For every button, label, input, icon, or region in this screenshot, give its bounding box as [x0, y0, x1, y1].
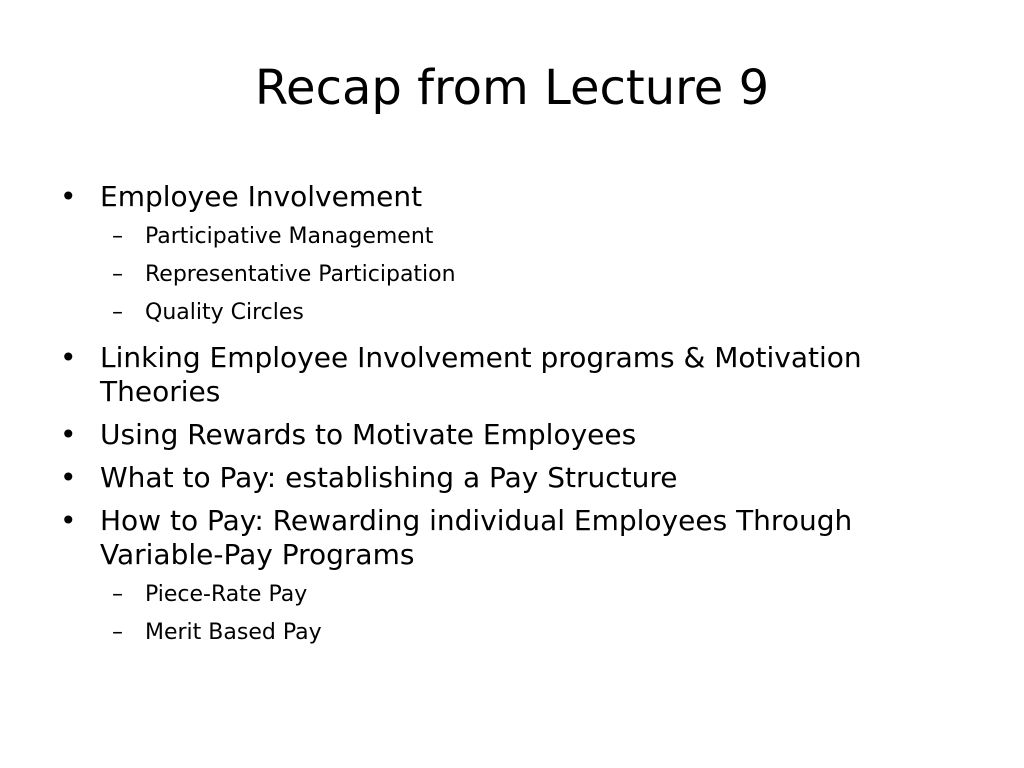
bullet-text: Using Rewards to Motivate Employees — [100, 418, 637, 451]
sub-bullet-marker: – — [112, 224, 123, 249]
sub-bullet-marker: – — [112, 262, 123, 287]
bullet-item — [56, 418, 966, 452]
sub-bullet-list — [100, 218, 966, 332]
sub-bullet-text: Merit Based Pay — [145, 620, 322, 645]
sub-bullet-item — [100, 614, 966, 652]
sub-bullet-text: Quality Circles — [145, 300, 304, 325]
sub-bullet-text: Participative Management — [145, 224, 434, 249]
sub-bullet-marker: – — [112, 300, 123, 325]
sub-bullet-item — [100, 294, 966, 332]
bullet-text: How to Pay: Rewarding individual Employees Through Variable-Pay Programs — [100, 504, 853, 571]
bullet-marker: • — [60, 418, 77, 451]
bullet-text: Employee Involvement — [100, 180, 423, 213]
bullet-item — [56, 461, 966, 495]
slide-title: Recap from Lecture 9 — [254, 60, 770, 116]
bullet-item — [56, 180, 966, 332]
bullet-marker: • — [60, 180, 77, 213]
bullet-item — [56, 341, 966, 409]
sub-bullet-item — [100, 576, 966, 614]
bullet-marker: • — [60, 504, 77, 537]
bullet-text: Linking Employee Involvement programs & Motivation Theories — [100, 341, 862, 408]
sub-bullet-marker: – — [112, 620, 123, 645]
bullet-text: What to Pay: establishing a Pay Structure — [100, 461, 678, 494]
sub-bullet-marker: – — [112, 582, 123, 607]
sub-bullet-text: Representative Participation — [145, 262, 456, 287]
sub-bullet-item — [100, 218, 966, 256]
bullet-list — [56, 180, 966, 652]
bullet-item — [56, 504, 966, 652]
sub-bullet-text: Piece-Rate Pay — [145, 582, 308, 607]
sub-bullet-item — [100, 256, 966, 294]
sub-bullet-list — [100, 576, 966, 652]
bullet-marker: • — [60, 461, 77, 494]
bullet-marker: • — [60, 341, 77, 374]
